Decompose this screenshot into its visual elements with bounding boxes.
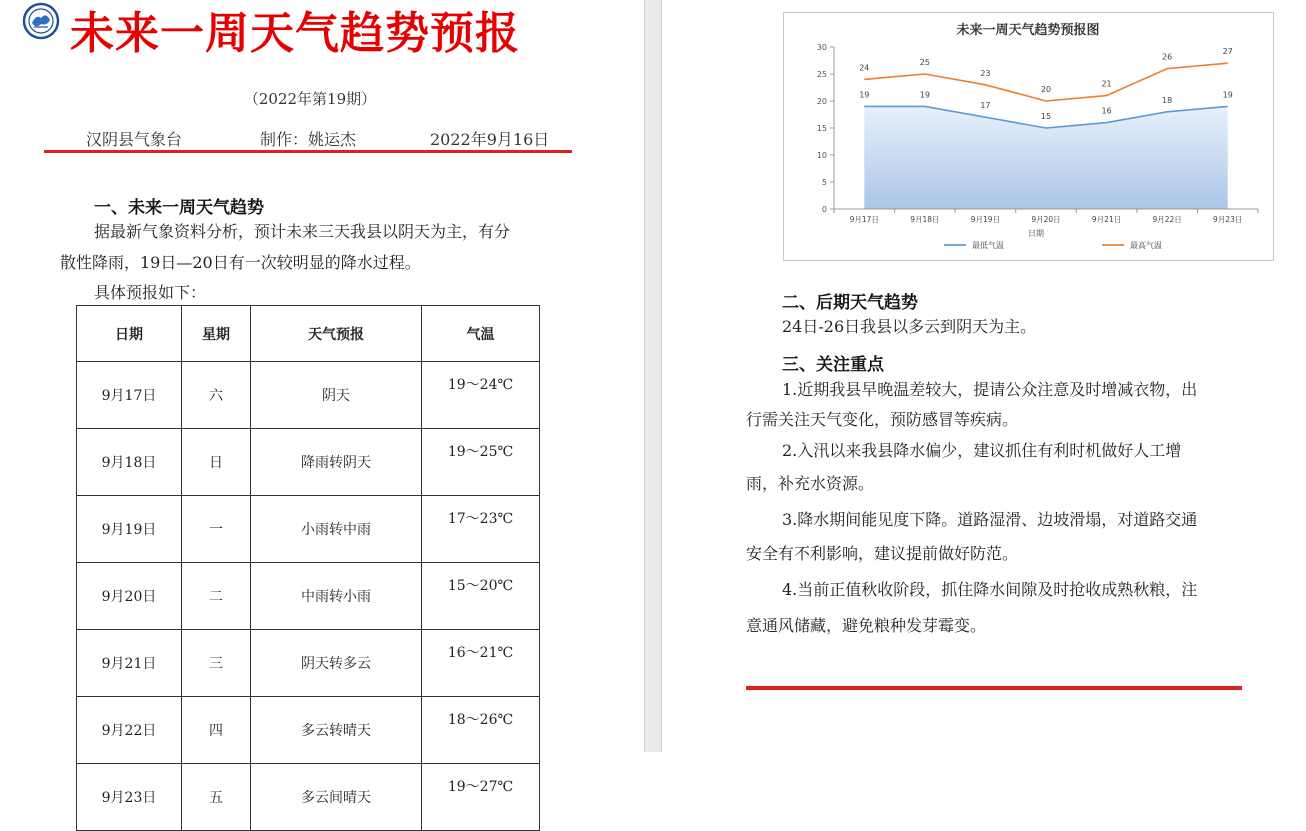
table-row [77,429,540,496]
document-page-left [0,0,644,806]
data-label: 23 [980,68,991,78]
cell-temp: 15～20℃ [422,563,540,630]
table-header-row [77,306,540,362]
cell-weekday: 四 [182,697,251,764]
data-label: 20 [1040,85,1052,94]
series-area-low [864,106,1227,209]
data-label: 26 [1162,52,1173,62]
cell-weekday: 日 [182,429,251,496]
data-label: 15 [1040,112,1052,121]
cell-forecast: 阴天转多云 [251,630,422,697]
x-tick-label: 9月17日 [849,215,879,224]
y-tick-label: 25 [816,70,827,79]
cell-forecast: 降雨转阴天 [251,429,422,496]
temperature-chart [783,12,1274,261]
focus-item4-line1: 4.当前正值秋收阶段，抓住降水间隙及时抢收成熟秋粮，注 [782,580,1198,599]
section2-text: 24日-26日我县以多云到阴天为主。 [782,317,1037,336]
focus-item4-line2: 意通风储藏，避免粮种发芽霉变。 [746,616,987,635]
y-tick-label: 5 [821,178,827,187]
cell-forecast: 阴天 [251,362,422,429]
cell-weekday: 三 [182,630,251,697]
cell-weekday: 一 [182,496,251,563]
data-label: 17 [980,101,991,111]
section1-paragraph-line2: 散性降雨，19日—20日有一次较明显的降水过程。 [60,253,421,272]
col-header-weekday: 星期 [182,306,251,362]
table-row [77,697,540,764]
legend-label: 最低气温 [972,241,1004,250]
cell-temp: 19～27℃ [422,764,540,831]
y-tick-label: 30 [816,43,827,52]
table-row [77,764,540,831]
data-label: 24 [859,63,870,73]
page-title: 未来一周天气趋势预报 [70,8,520,59]
cell-forecast: 中雨转小雨 [251,563,422,630]
x-tick-label: 9月23日 [1213,215,1243,224]
cell-weekday: 六 [182,362,251,429]
x-tick-label: 9月22日 [1152,215,1182,224]
cell-temp: 17～23℃ [422,496,540,563]
col-header-forecast: 天气预报 [251,306,422,362]
cell-weekday: 五 [182,764,251,831]
x-axis-title: 日期 [1028,229,1044,238]
page-gutter [644,0,662,752]
table-row [77,496,540,563]
data-label: 27 [1222,47,1233,57]
y-tick-label: 15 [816,124,827,133]
cell-forecast: 小雨转中雨 [251,496,422,563]
cell-temp: 19～24℃ [422,362,540,429]
station-name: 汉阴县气象台 [86,130,183,149]
cell-date: 9月23日 [77,764,182,831]
cell-forecast: 多云间晴天 [251,764,422,831]
section1-intro: 具体预报如下： [94,283,207,302]
section1-heading: 一、未来一周天气趋势 [94,198,264,218]
col-header-temp: 气温 [422,306,540,362]
x-tick-label: 9月18日 [910,215,940,224]
cell-temp: 16～21℃ [422,630,540,697]
cell-temp: 18～26℃ [422,697,540,764]
publish-date: 2022年9月16日 [430,130,550,149]
focus-item2-line1: 2.入汛以来我县降水偏少，建议抓住有利时机做好人工增 [782,441,1182,460]
document-page-right [662,0,1306,752]
cell-date: 9月20日 [77,563,182,630]
data-label: 18 [1162,95,1173,105]
legend-label: 最高气温 [1130,241,1162,250]
header-divider [44,150,572,153]
issue-number: （2022年第19期） [243,90,377,108]
cell-date: 9月22日 [77,697,182,764]
y-tick-label: 10 [816,151,827,160]
meteorological-logo-icon [20,2,62,40]
table-row [77,362,540,429]
cell-date: 9月21日 [77,630,182,697]
col-header-date: 日期 [77,306,182,362]
data-label: 25 [919,58,930,67]
forecast-table [76,305,540,831]
x-tick-label: 9月20日 [1031,215,1061,224]
cell-date: 9月17日 [77,362,182,429]
data-label: 19 [859,90,870,100]
cell-date: 9月19日 [77,496,182,563]
x-tick-label: 9月19日 [970,215,1001,224]
section3-heading: 三、关注重点 [782,355,884,375]
data-label: 21 [1101,79,1112,89]
section1-paragraph-line1: 据最新气象资料分析，预计未来三天我县以阴天为主，有分 [94,222,511,241]
data-label: 19 [919,90,930,100]
table-row [77,563,540,630]
cell-forecast: 多云转晴天 [251,697,422,764]
footer-divider [746,686,1242,690]
focus-item3-line2: 安全有不利影响，建议提前做好防范。 [746,544,1019,563]
focus-item1-line2: 行需关注天气变化，预防感冒等疾病。 [746,410,1019,429]
y-tick-label: 0 [821,205,827,214]
cell-temp: 19～25℃ [422,429,540,496]
chart-canvas [784,13,1273,260]
x-tick-label: 9月21日 [1091,215,1122,224]
data-label: 16 [1101,106,1112,116]
chart-title: 未来一周天气趋势预报图 [956,23,1100,38]
data-label: 19 [1222,90,1233,100]
cell-date: 9月18日 [77,429,182,496]
author: 制作：姚运杰 [260,130,357,149]
focus-item2-line2: 雨，补充水资源。 [746,474,875,493]
focus-item1-line1: 1.近期我县早晚温差较大，提请公众注意及时增减衣物，出 [782,380,1198,399]
y-tick-label: 20 [816,97,827,106]
table-row [77,630,540,697]
cell-weekday: 二 [182,563,251,630]
focus-item3-line1: 3.降水期间能见度下降。道路湿滑、边坡滑塌，对道路交通 [782,510,1198,529]
section2-heading: 二、后期天气趋势 [782,293,918,313]
